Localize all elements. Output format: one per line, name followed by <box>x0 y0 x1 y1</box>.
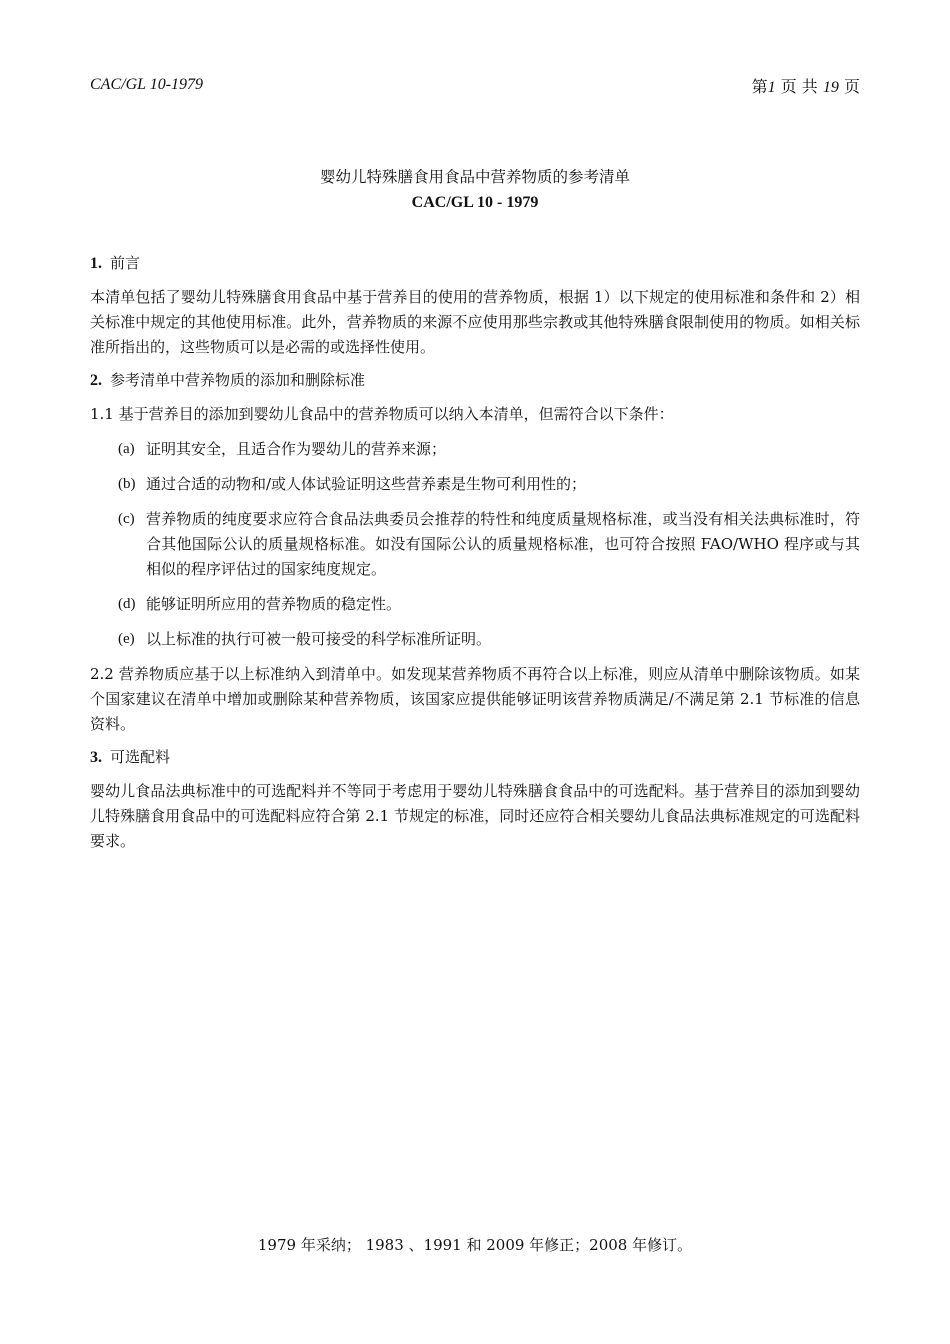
list-item <box>90 507 860 582</box>
list-item-mark: (b) <box>118 476 136 492</box>
page-indicator <box>752 74 860 97</box>
clause-2-2: 2.2 营养物质应基于以上标准纳入到清单中。如发现某营养物质不再符合以上标准，则应从清单中删除该物质。如某个国家建议在清单中增加或删除某种营养物质，该国家应提供能够证明该营养物质满足/不满足第 2.1 节标准的信息资料。 <box>90 665 860 733</box>
list-item <box>90 627 860 652</box>
list-item-text: 能够证明所应用的营养物质的稳定性。 <box>146 595 402 613</box>
section-1-heading <box>90 252 860 275</box>
criteria-list <box>90 437 860 652</box>
document-code-title: CAC/GL 10 - 1979 <box>411 194 539 211</box>
page-total: 19 <box>822 79 839 96</box>
list-item-text: 通过合适的动物和/或人体试验证明这些营养素是生物可利用性的； <box>146 475 587 493</box>
section-1-paragraph: 本清单包括了婴幼儿特殊膳食用食品中基于营养目的使用的营养物质，根据 1）以下规定的使用标准和条件和 2）相关标准中规定的其他使用标准。此外，营养物质的来源不应使用那些宗教或其他特殊膳食限制使用的物质。如相关标准所指出的，这些物质可以是必需的或选择性使用。 <box>90 288 860 356</box>
title-block <box>0 165 950 215</box>
document-title: 婴幼儿特殊膳食用食品中营养物质的参考清单 <box>319 168 630 186</box>
section-number: 1. <box>90 255 102 272</box>
section-title: 可选配料 <box>110 748 171 766</box>
section-3-paragraph: 婴幼儿食品法典标准中的可选配料并不等同于考虑用于婴幼儿特殊膳食食品中的可选配料。基于营养目的添加到婴幼儿特殊膳食用食品中的可选配料应符合第 2.1 节规定的标准，同时还应符合相关婴幼儿食品法典标准规定的可选配料要求。 <box>90 782 860 850</box>
section-title: 前言 <box>110 254 141 272</box>
section-title: 参考清单中营养物质的添加和删除标准 <box>110 371 366 389</box>
list-item-text: 营养物质的纯度要求应符合食品法典委员会推荐的特性和纯度质量规格标准，或当没有相关法典标准时，符合其他国际公认的质量规格标准。如没有国际公认的质量规格标准，也可符合按照 FAO/WHO 程序或与其相似的程序评估过的国家纯度规定。 <box>146 510 860 578</box>
list-item-mark: (e) <box>118 631 135 647</box>
list-item-mark: (c) <box>118 511 135 527</box>
page-middle: 页 共 <box>780 77 818 96</box>
page-number: 1 <box>767 79 776 96</box>
list-item <box>90 592 860 617</box>
list-item-mark: (a) <box>118 441 135 457</box>
list-item <box>90 472 860 497</box>
adoption-history-footer: 1979 年采纳； 1983 、1991 和 2009 年修正；2008 年修订。 <box>257 1236 693 1254</box>
document-code-header: CAC/GL 10-1979 <box>90 76 204 93</box>
page-suffix: 页 <box>843 77 860 96</box>
section-3-heading <box>90 746 860 769</box>
section-number: 3. <box>90 749 102 766</box>
page-prefix: 第 <box>751 77 768 96</box>
list-item-mark: (d) <box>118 596 136 612</box>
document-body <box>90 252 860 863</box>
section-number: 2. <box>90 372 102 389</box>
list-item-text: 证明其安全，且适合作为婴幼儿的营养来源； <box>146 440 447 458</box>
section-2-heading <box>90 369 860 392</box>
list-item-text: 以上标准的执行可被一般可接受的科学标准所证明。 <box>146 630 492 648</box>
clause-1-1: 1.1 基于营养目的添加到婴幼儿食品中的营养物质可以纳入本清单，但需符合以下条件： <box>90 405 674 423</box>
list-item <box>90 437 860 462</box>
